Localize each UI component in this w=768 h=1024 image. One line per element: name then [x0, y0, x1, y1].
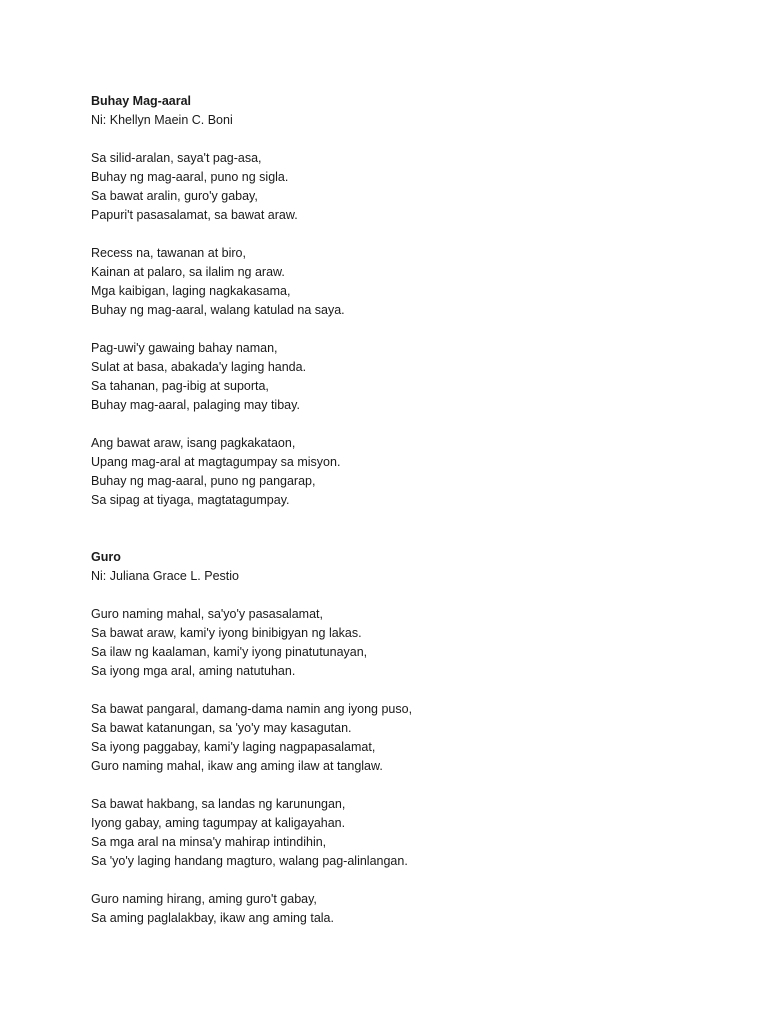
poem-line: Sa sipag at tiyaga, magtatagumpay. [91, 493, 290, 507]
poem-line: Sa ilaw ng kaalaman, kami'y iyong pinatutunayan, [91, 645, 368, 659]
poem-line: Papuri't pasasalamat, sa bawat araw. [91, 208, 298, 222]
poem-line: Sa 'yo'y laging handang magturo, walang pag-alinlangan. [91, 854, 408, 868]
poem-line: Sa iyong paggabay, kami'y laging nagpapasalamat, [91, 740, 376, 754]
poem-line: Sa bawat hakbang, sa landas ng karunungan, [91, 797, 346, 811]
poem-line: Sa bawat aralin, guro'y gabay, [91, 189, 258, 203]
poem-author: Ni: Khellyn Maein C. Boni [91, 113, 233, 127]
poem-line: Sa bawat katanungan, sa 'yo'y may kasagutan. [91, 721, 352, 735]
poem-line: Guro naming mahal, ikaw ang aming ilaw at tanglaw. [91, 759, 383, 773]
poem-line: Sa iyong mga aral, aming natutuhan. [91, 664, 296, 678]
poem-line: Buhay ng mag-aaral, puno ng pangarap, [91, 474, 316, 488]
poem-line: Guro naming hirang, aming guro't gabay, [91, 892, 317, 906]
poem-line: Sa mga aral na minsa'y mahirap intindihin, [91, 835, 327, 849]
poem-line: Iyong gabay, aming tagumpay at kaligayahan. [91, 816, 346, 830]
poem-buhay-mag-aaral [91, 92, 691, 510]
stanza [91, 605, 691, 681]
poem-guro [91, 548, 691, 928]
poem-line: Sa bawat araw, kami'y iyong binibigyan ng lakas. [91, 626, 362, 640]
poem-title: Buhay Mag-aaral [91, 94, 192, 108]
poem-line: Sa tahanan, pag-ibig at suporta, [91, 379, 269, 393]
poem-line: Sa silid-aralan, saya't pag-asa, [91, 151, 262, 165]
poem-line: Ang bawat araw, isang pagkakataon, [91, 436, 296, 450]
stanza [91, 339, 691, 415]
poem-line: Sa aming paglalakbay, ikaw ang aming tala. [91, 911, 334, 925]
poem-title: Guro [91, 550, 121, 564]
stanza [91, 434, 691, 510]
poem-line: Recess na, tawanan at biro, [91, 246, 246, 260]
poem-line: Guro naming mahal, sa'yo'y pasasalamat, [91, 607, 323, 621]
poem-line: Buhay ng mag-aaral, puno ng sigla. [91, 170, 289, 184]
poem-line: Buhay mag-aaral, palaging may tibay. [91, 398, 300, 412]
poem-line: Upang mag-aral at magtagumpay sa misyon. [91, 455, 341, 469]
poem-author: Ni: Juliana Grace L. Pestio [91, 569, 239, 583]
poem-line: Pag-uwi'y gawaing bahay naman, [91, 341, 278, 355]
poem-line: Sulat at basa, abakada'y laging handa. [91, 360, 307, 374]
poem-line: Buhay ng mag-aaral, walang katulad na saya. [91, 303, 345, 317]
poem-line: Sa bawat pangaral, damang-dama namin ang iyong puso, [91, 702, 413, 716]
stanza [91, 795, 691, 871]
document-page [91, 92, 691, 928]
stanza [91, 149, 691, 225]
poem-line: Kainan at palaro, sa ilalim ng araw. [91, 265, 285, 279]
poem-line: Mga kaibigan, laging nagkakasama, [91, 284, 291, 298]
stanza [91, 890, 691, 928]
stanza [91, 244, 691, 320]
stanza [91, 700, 691, 776]
